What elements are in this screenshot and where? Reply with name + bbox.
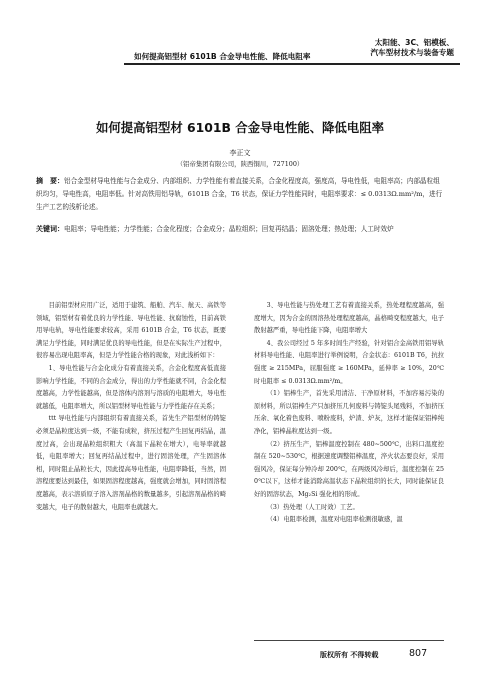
article-author: 李正文 <box>229 149 251 157</box>
abstract-text: 铝合金型材导电性能与合金成分、内部组织、力学性能有着直接关系，合金化程度高，强度高，导电性低，电阻率高；内部晶粒组织均匀，导电性高，电阻率低。针对高铁用铝导轨，6101B 合金，T6 状态，保证力学性能同时，电阻率要求：≤ 0.0313Ω.mm²/m，进行生产工艺的浅析论述。 <box>36 177 443 211</box>
body-paragraph: 1、导电性能与合金化成分有着直接关系，合金化程度高低直接影响力学性能，不同的合金成分，得出的力学性能就不同，合金化程度越高，力学性能越高，但是溶体内溶剂与溶质的电阻增大，导电性就越低，电阻率增大，所以铝型材导电性能与力学性能存在关系； <box>36 364 226 410</box>
body-column-left <box>36 300 226 592</box>
article-affiliation: （铝帝集团有限公司，陕西铜川，727100） <box>176 160 304 168</box>
abstract <box>36 175 445 214</box>
body-paragraph: 4、我公司经过 5 年多时间生产经验，针对铝合金高铁用铝导轨材料导电性能、电阻率进行举例说明，合金状态：6101B T6，抗拉强度 ≥ 215MPa，屈服强度 ≥ 160MPa，延伸率 ≥ 10%，20℃时电阻率 ≤ 0.0313Ω.mm²/m。 <box>254 339 444 385</box>
body-paragraph: 目前铝型材应用广泛，适用于建筑、船舶、汽车、航天、高铁等领域，铝型材有着优良的力学性能、导电性能、抗腐蚀性，目前高铁用导电轨，导电性能要求较高，采用 6101B 合金，T6 状态，既要满足力学性能，同时满足优良的导电性能，但是在实际生产过程中，很容易出现电阻率高，但是力学性能合格的现象，对此浅析如下： <box>36 302 226 360</box>
page-number: 807 <box>409 648 428 659</box>
journal-header-line2: 汽车型材技术与装备专题 <box>370 48 454 57</box>
header-rule <box>124 63 460 65</box>
body-paragraph: ttt 导电性能与内部组织有着直接关系，首先生产铝型材的铸锭必须是晶粒度达到一级，不能有成粒，挤压过程产生回复再结晶，温度过高，会出现晶粒组织粗大（高温下晶粒在增大），电导率就越低，电阻率增大；回复再结晶过程中，进行固溶处理，产生固溶体相，同时阻止晶粒长大，因此提高导电性能，电阻率降低，当然，固溶程度要达到最佳，如果固溶程度越高，强度就会增加，同时固溶程度越高，表示溶质原子溶入溶剂晶格的数量越多，引起溶剂晶格的畸变越大，电子的散射越大，电阻率也就越大。 <box>36 415 226 511</box>
keywords <box>36 223 445 236</box>
journal-header-line1: 太阳能、3C、铝模板、 <box>374 38 454 47</box>
article-title: 如何提高铝型材 6101B 合金导电性能、降低电阻率 <box>96 120 384 135</box>
running-title: 如何提高铝型材 6101B 合金导电性能、降低电阻率 <box>134 52 311 61</box>
footer-rule <box>254 640 444 641</box>
copyright-notice: 版权所有 不得转载 <box>320 651 379 659</box>
body-paragraph: （3）热处理（人工时效）工艺。 <box>266 503 359 511</box>
body-paragraph: 3、导电性能与热处理工艺有着直接关系，热处理程度越高，强度增大，因为合金的固溶热处理程度越高，晶格畸变程度越大，电子散射越严重，导电性能下降，电阻率增大 <box>254 302 444 335</box>
body-paragraph: （4）电阻率检测，温度对电阻率检测很敏感，温 <box>266 516 403 524</box>
abstract-label: 摘 要： <box>36 177 64 185</box>
body-paragraph: （2）挤压生产，铝棒温度控制在 480~500℃，出料口温度控制在 520~530℃，根据速度调整铝棒温度，淬火状态要良好，采用强风冷，保证每分钟冷却 200℃，在两级风冷却后，温度控制在 250℃以下，这样才能消除高温状态下晶粒组织的长大，同时能保证良好的固溶状态，Mg₂Si 强化相的形成。 <box>254 440 444 498</box>
body-paragraph: （1）铝棒生产，首先采用清洁、干净原材料，不加容易污染的原材料，所以铝棒生产只加挤压几何废料与铸锭头尾残料，不加挤压压余、氧化着色废料、喷粉废料，炉渣、炉灰，这样才能保证铝棒纯净化，铝棒晶粒度达到一级。 <box>254 390 444 435</box>
body-column-right <box>254 300 444 592</box>
keywords-label: 关键词： <box>36 225 64 233</box>
keywords-text: 电阻率；导电性能；力学性能；合金化程度；合金成分；晶粒组织；回复再结晶；固溶处理；热处理；人工时效炉 <box>64 225 394 233</box>
